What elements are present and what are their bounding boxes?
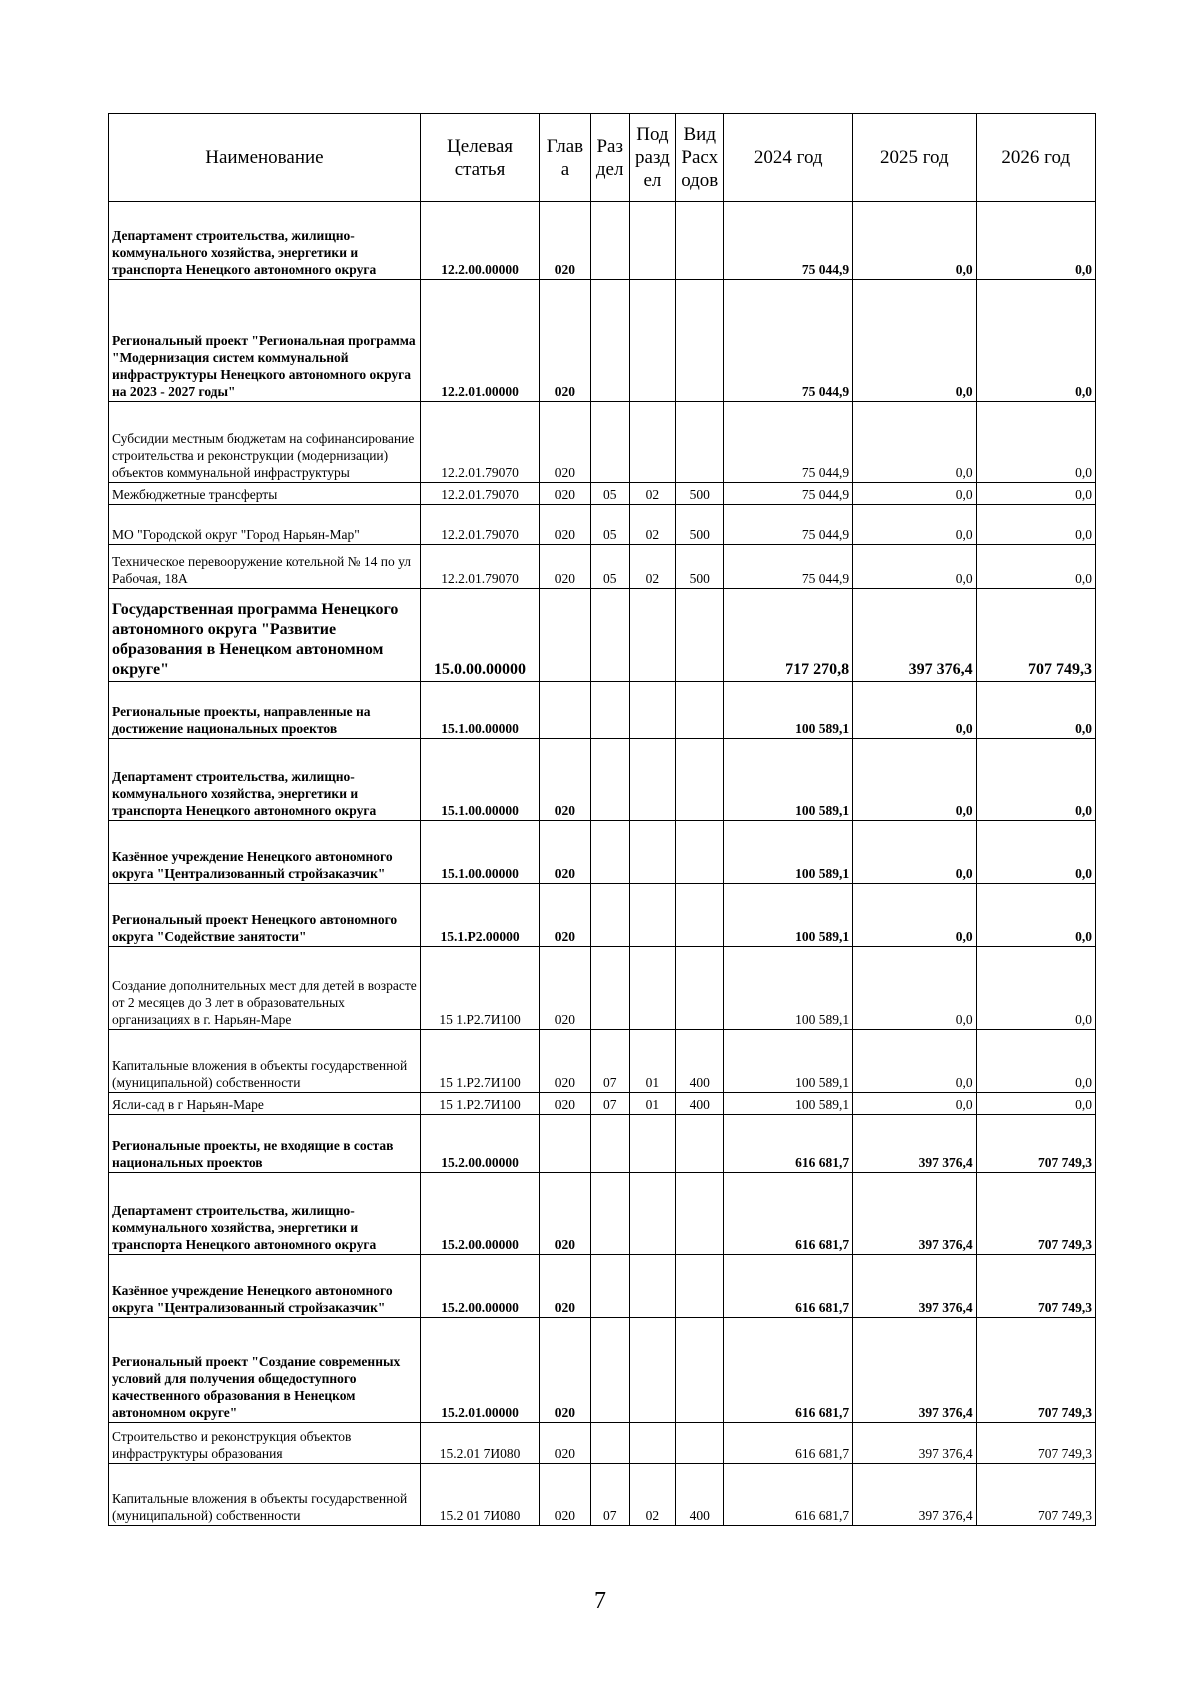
cell-name: Региональный проект "Региональная программа "Модернизация систем коммунальной инфраструктуры Ненецкого автономного округа на 2023 - 2027 годы": [109, 280, 421, 402]
cell-section: [590, 280, 629, 402]
table-row: [109, 483, 1096, 505]
cell-subsection: [629, 280, 675, 402]
cell-2025: 397 376,4: [853, 589, 977, 682]
cell-section: [590, 739, 629, 821]
cell-chapter: 020: [540, 1464, 590, 1526]
table-row: [109, 280, 1096, 402]
header-expense-type: Вид Расх одов: [676, 114, 724, 202]
cell-subsection: [629, 821, 675, 884]
cell-subsection: 02: [629, 483, 675, 505]
cell-2025: 397 376,4: [853, 1464, 977, 1526]
cell-target: 12.2.00.00000: [420, 202, 539, 280]
table-row: [109, 402, 1096, 483]
table-row: [109, 1030, 1096, 1093]
cell-name: Казённое учреждение Ненецкого автономного округа "Централизованный стройзаказчик": [109, 1255, 421, 1318]
cell-expense-type: [676, 202, 724, 280]
cell-target: 15.2.01.00000: [420, 1318, 539, 1423]
cell-2025: 0,0: [853, 884, 977, 947]
header-chapter: Глав а: [540, 114, 590, 202]
table-row: [109, 1318, 1096, 1423]
cell-2025: 397 376,4: [853, 1115, 977, 1173]
table-row: [109, 589, 1096, 682]
table-row: [109, 947, 1096, 1030]
cell-target: 12.2.01.79070: [420, 402, 539, 483]
cell-2024: 100 589,1: [724, 739, 853, 821]
cell-expense-type: [676, 739, 724, 821]
cell-target: 15.1.00.00000: [420, 682, 539, 739]
cell-2026: 0,0: [976, 821, 1095, 884]
cell-section: [590, 821, 629, 884]
cell-2024: 100 589,1: [724, 947, 853, 1030]
cell-name: Капитальные вложения в объекты государственной (муниципальной) собственности: [109, 1030, 421, 1093]
cell-2025: 0,0: [853, 947, 977, 1030]
cell-name: Департамент строительства, жилищно-коммунального хозяйства, энергетики и транспорта Ненецкого автономного округа: [109, 1173, 421, 1255]
cell-2024: 616 681,7: [724, 1115, 853, 1173]
table-row: [109, 1115, 1096, 1173]
cell-chapter: 020: [540, 402, 590, 483]
cell-expense-type: [676, 821, 724, 884]
table-row: [109, 821, 1096, 884]
cell-subsection: [629, 1115, 675, 1173]
table-row: [109, 739, 1096, 821]
cell-section: [590, 1423, 629, 1464]
cell-2026: 0,0: [976, 682, 1095, 739]
table-row: [109, 505, 1096, 545]
cell-2024: 616 681,7: [724, 1255, 853, 1318]
cell-2024: 75 044,9: [724, 202, 853, 280]
cell-2024: 75 044,9: [724, 545, 853, 589]
cell-chapter: 020: [540, 821, 590, 884]
cell-target: 15.2.00.00000: [420, 1255, 539, 1318]
cell-2025: 397 376,4: [853, 1255, 977, 1318]
cell-expense-type: [676, 1173, 724, 1255]
cell-target: 12.2.01.79070: [420, 545, 539, 589]
cell-chapter: [540, 589, 590, 682]
cell-section: [590, 1115, 629, 1173]
cell-expense-type: [676, 884, 724, 947]
header-name: Наименование: [109, 114, 421, 202]
cell-2025: 0,0: [853, 483, 977, 505]
cell-2026: 0,0: [976, 1093, 1095, 1115]
cell-section: [590, 402, 629, 483]
cell-2025: 0,0: [853, 739, 977, 821]
cell-subsection: [629, 1423, 675, 1464]
table-row: [109, 1464, 1096, 1526]
cell-section: [590, 202, 629, 280]
cell-2025: 0,0: [853, 545, 977, 589]
cell-chapter: 020: [540, 483, 590, 505]
cell-2026: 707 749,3: [976, 1115, 1095, 1173]
cell-2025: 0,0: [853, 402, 977, 483]
cell-2026: 0,0: [976, 402, 1095, 483]
table-row: [109, 682, 1096, 739]
cell-section: [590, 1173, 629, 1255]
cell-subsection: 01: [629, 1030, 675, 1093]
cell-expense-type: [676, 280, 724, 402]
cell-name: Строительство и реконструкция объектов инфраструктуры образования: [109, 1423, 421, 1464]
cell-2025: 397 376,4: [853, 1423, 977, 1464]
cell-2026: 0,0: [976, 947, 1095, 1030]
cell-expense-type: 400: [676, 1464, 724, 1526]
cell-name: Казённое учреждение Ненецкого автономного округа "Централизованный стройзаказчик": [109, 821, 421, 884]
cell-target: 15.1.00.00000: [420, 821, 539, 884]
cell-section: 07: [590, 1093, 629, 1115]
cell-subsection: [629, 947, 675, 1030]
cell-subsection: [629, 884, 675, 947]
cell-section: [590, 1318, 629, 1423]
cell-section: 05: [590, 483, 629, 505]
cell-target: 15.0.00.00000: [420, 589, 539, 682]
cell-2024: 75 044,9: [724, 402, 853, 483]
cell-2026: 707 749,3: [976, 1173, 1095, 1255]
cell-chapter: 020: [540, 1423, 590, 1464]
table-row: [109, 202, 1096, 280]
cell-subsection: [629, 1255, 675, 1318]
cell-2024: 75 044,9: [724, 280, 853, 402]
cell-2026: 707 749,3: [976, 1255, 1095, 1318]
budget-table: [108, 113, 1096, 1526]
cell-name: МО "Городской округ "Город Нарьян-Мар": [109, 505, 421, 545]
cell-target: 15 1.Р2.7И100: [420, 947, 539, 1030]
cell-chapter: 020: [540, 1318, 590, 1423]
cell-2024: 100 589,1: [724, 1093, 853, 1115]
header-2024: 2024 год: [724, 114, 853, 202]
cell-subsection: [629, 202, 675, 280]
cell-section: [590, 589, 629, 682]
cell-2024: 75 044,9: [724, 505, 853, 545]
table-row: [109, 1423, 1096, 1464]
cell-expense-type: [676, 1255, 724, 1318]
cell-name: Государственная программа Ненецкого автономного округа "Развитие образования в Ненецком автономном округе": [109, 589, 421, 682]
cell-2024: 616 681,7: [724, 1423, 853, 1464]
table-row: [109, 884, 1096, 947]
cell-chapter: 020: [540, 1030, 590, 1093]
cell-2026: 707 749,3: [976, 1464, 1095, 1526]
cell-subsection: 01: [629, 1093, 675, 1115]
table-row: [109, 1255, 1096, 1318]
cell-2026: 0,0: [976, 505, 1095, 545]
cell-expense-type: [676, 1423, 724, 1464]
cell-2026: 0,0: [976, 280, 1095, 402]
cell-target: 15.2.00.00000: [420, 1173, 539, 1255]
cell-target: 15.1.00.00000: [420, 739, 539, 821]
cell-name: Региональные проекты, направленные на достижение национальных проектов: [109, 682, 421, 739]
cell-chapter: 020: [540, 545, 590, 589]
cell-2024: 616 681,7: [724, 1318, 853, 1423]
cell-2025: 0,0: [853, 821, 977, 884]
cell-2025: 397 376,4: [853, 1318, 977, 1423]
cell-chapter: 020: [540, 505, 590, 545]
table-row: [109, 1093, 1096, 1115]
cell-expense-type: 400: [676, 1030, 724, 1093]
cell-2026: 707 749,3: [976, 589, 1095, 682]
cell-target: 12.2.01.79070: [420, 483, 539, 505]
cell-section: [590, 1255, 629, 1318]
cell-target: 15.1.Р2.00000: [420, 884, 539, 947]
cell-target: 12.2.01.79070: [420, 505, 539, 545]
cell-chapter: 020: [540, 947, 590, 1030]
cell-subsection: [629, 1173, 675, 1255]
cell-chapter: 020: [540, 1255, 590, 1318]
cell-section: [590, 884, 629, 947]
cell-subsection: [629, 589, 675, 682]
cell-2025: 0,0: [853, 1030, 977, 1093]
cell-section: [590, 947, 629, 1030]
cell-section: 07: [590, 1464, 629, 1526]
cell-chapter: 020: [540, 884, 590, 947]
cell-2026: 707 749,3: [976, 1318, 1095, 1423]
cell-section: [590, 682, 629, 739]
cell-2024: 100 589,1: [724, 821, 853, 884]
cell-chapter: 020: [540, 1173, 590, 1255]
header-2025: 2025 год: [853, 114, 977, 202]
cell-subsection: 02: [629, 545, 675, 589]
cell-2025: 397 376,4: [853, 1173, 977, 1255]
cell-name: Техническое перевооружение котельной № 14 по ул Рабочая, 18А: [109, 545, 421, 589]
cell-name: Межбюджетные трансферты: [109, 483, 421, 505]
header-row: [109, 114, 1096, 202]
cell-name: Субсидии местным бюджетам на софинансирование строительства и реконструкции (модернизации) объектов коммунальной инфраструктуры: [109, 402, 421, 483]
cell-chapter: 020: [540, 739, 590, 821]
cell-2026: 0,0: [976, 545, 1095, 589]
cell-name: Капитальные вложения в объекты государственной (муниципальной) собственности: [109, 1464, 421, 1526]
cell-name: Региональный проект "Создание современных условий для получения общедоступного качественного образования в Ненецком автономном округе": [109, 1318, 421, 1423]
cell-2024: 717 270,8: [724, 589, 853, 682]
cell-name: Департамент строительства, жилищно-коммунального хозяйства, энергетики и транспорта Ненецкого автономного округа: [109, 739, 421, 821]
cell-chapter: [540, 682, 590, 739]
cell-target: 15.2 01 7И080: [420, 1464, 539, 1526]
cell-subsection: 02: [629, 505, 675, 545]
cell-name: Региональный проект Ненецкого автономного округа "Содействие занятости": [109, 884, 421, 947]
cell-expense-type: 500: [676, 545, 724, 589]
header-target: Целевая статья: [420, 114, 539, 202]
cell-target: 12.2.01.00000: [420, 280, 539, 402]
cell-subsection: [629, 739, 675, 821]
cell-name: Ясли-сад в г Нарьян-Маре: [109, 1093, 421, 1115]
cell-2025: 0,0: [853, 280, 977, 402]
cell-expense-type: [676, 589, 724, 682]
cell-chapter: [540, 1115, 590, 1173]
cell-2024: 616 681,7: [724, 1173, 853, 1255]
cell-target: 15 1.Р2.7И100: [420, 1093, 539, 1115]
cell-name: Региональные проекты, не входящие в состав национальных проектов: [109, 1115, 421, 1173]
cell-expense-type: [676, 947, 724, 1030]
cell-2025: 0,0: [853, 1093, 977, 1115]
cell-chapter: 020: [540, 202, 590, 280]
cell-2025: 0,0: [853, 202, 977, 280]
cell-2026: 707 749,3: [976, 1423, 1095, 1464]
cell-section: 07: [590, 1030, 629, 1093]
cell-subsection: 02: [629, 1464, 675, 1526]
cell-target: 15 1.Р2.7И100: [420, 1030, 539, 1093]
header-section: Раз дел: [590, 114, 629, 202]
page-number: 7: [594, 1588, 606, 1614]
cell-expense-type: [676, 402, 724, 483]
cell-expense-type: 400: [676, 1093, 724, 1115]
cell-2024: 616 681,7: [724, 1464, 853, 1526]
cell-2024: 75 044,9: [724, 483, 853, 505]
cell-subsection: [629, 682, 675, 739]
cell-section: 05: [590, 505, 629, 545]
header-2026: 2026 год: [976, 114, 1095, 202]
cell-chapter: 020: [540, 1093, 590, 1115]
cell-subsection: [629, 402, 675, 483]
header-subsection: Под разд ел: [629, 114, 675, 202]
table-row: [109, 1173, 1096, 1255]
cell-2025: 0,0: [853, 505, 977, 545]
cell-2026: 0,0: [976, 884, 1095, 947]
cell-subsection: [629, 1318, 675, 1423]
cell-expense-type: [676, 682, 724, 739]
cell-name: Департамент строительства, жилищно-коммунального хозяйства, энергетики и транспорта Ненецкого автономного округа: [109, 202, 421, 280]
cell-target: 15.2.01 7И080: [420, 1423, 539, 1464]
cell-name: Создание дополнительных мест для детей в возрасте от 2 месяцев до 3 лет в образовательных организациях в г. Нарьян-Маре: [109, 947, 421, 1030]
cell-2026: 0,0: [976, 1030, 1095, 1093]
cell-chapter: 020: [540, 280, 590, 402]
cell-section: 05: [590, 545, 629, 589]
cell-2024: 100 589,1: [724, 884, 853, 947]
cell-expense-type: [676, 1115, 724, 1173]
cell-2025: 0,0: [853, 682, 977, 739]
cell-expense-type: [676, 1318, 724, 1423]
cell-target: 15.2.00.00000: [420, 1115, 539, 1173]
cell-2026: 0,0: [976, 739, 1095, 821]
cell-2026: 0,0: [976, 202, 1095, 280]
cell-2024: 100 589,1: [724, 682, 853, 739]
cell-expense-type: 500: [676, 505, 724, 545]
table-row: [109, 545, 1096, 589]
cell-2026: 0,0: [976, 483, 1095, 505]
cell-expense-type: 500: [676, 483, 724, 505]
cell-2024: 100 589,1: [724, 1030, 853, 1093]
